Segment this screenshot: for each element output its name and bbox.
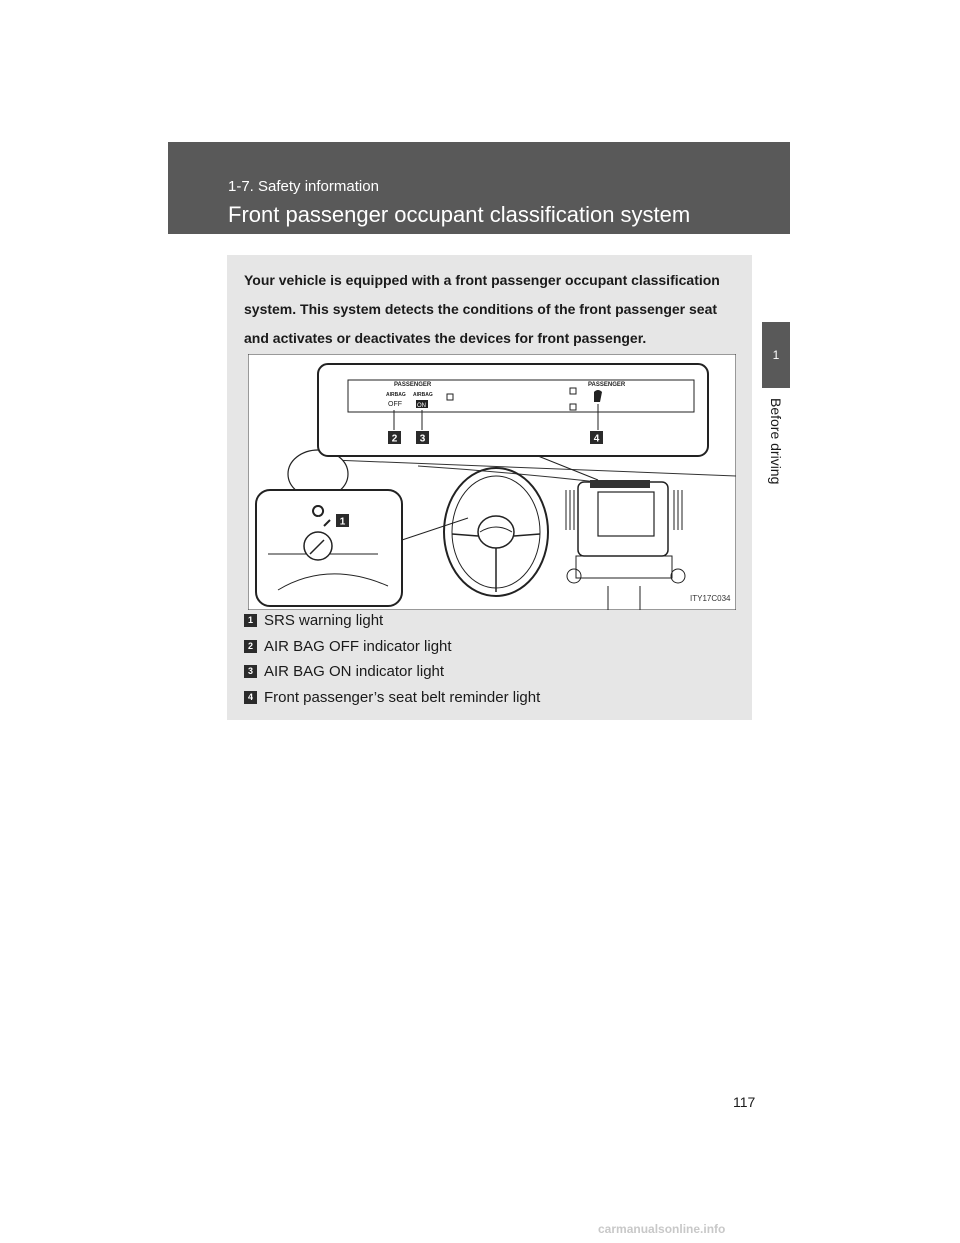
list-item xyxy=(244,685,744,711)
callout-text: Front passenger’s seat belt reminder light xyxy=(264,688,541,706)
panel-label-right: PASSENGER xyxy=(588,382,626,388)
watermark[interactable]: carmanualsonline.info xyxy=(598,1222,726,1236)
chapter-header xyxy=(168,142,790,234)
callout-text: AIR BAG ON indicator light xyxy=(264,663,445,681)
marker-2: 2 xyxy=(391,433,398,445)
marker-1: 1 xyxy=(339,516,346,528)
callout-number: 3 xyxy=(244,665,257,678)
callout-list xyxy=(244,608,744,710)
list-item xyxy=(244,608,744,634)
airbag-off-bottom: OFF xyxy=(388,401,402,408)
chapter-side-label xyxy=(762,398,790,498)
list-item xyxy=(244,659,744,685)
callout-number: 1 xyxy=(244,614,257,627)
page-title: Front passenger occupant classification system xyxy=(228,202,691,227)
callout-text: AIR BAG OFF indicator light xyxy=(264,637,452,655)
panel-label-left: PASSENGER xyxy=(394,382,432,388)
callout-number: 4 xyxy=(244,691,257,704)
page-number: 117 xyxy=(733,1094,756,1110)
callout-number: 2 xyxy=(244,640,257,653)
callout-text: SRS warning light xyxy=(264,612,384,630)
marker-4: 4 xyxy=(593,433,600,445)
figure-code: ITY17C034 xyxy=(690,594,731,603)
dashboard-illustration xyxy=(248,354,736,610)
chapter-number: 1 xyxy=(772,348,780,362)
airbag-off-top: AIRBAG xyxy=(386,392,406,398)
section-label: 1-7. Safety information xyxy=(228,178,379,195)
airbag-on-top: AIRBAG xyxy=(413,392,433,398)
airbag-on-bottom: ON xyxy=(417,403,426,409)
chapter-tab[interactable] xyxy=(762,322,790,388)
list-item xyxy=(244,634,744,660)
marker-3: 3 xyxy=(419,433,426,445)
intro-paragraph: Your vehicle is equipped with a front passenger occupant classification system. This system detects the conditions of the front passenger seat and activates or deactivates the devices for front passenger. xyxy=(244,272,720,346)
dashboard-figure xyxy=(248,354,736,610)
chapter-label: Before driving xyxy=(768,398,784,485)
